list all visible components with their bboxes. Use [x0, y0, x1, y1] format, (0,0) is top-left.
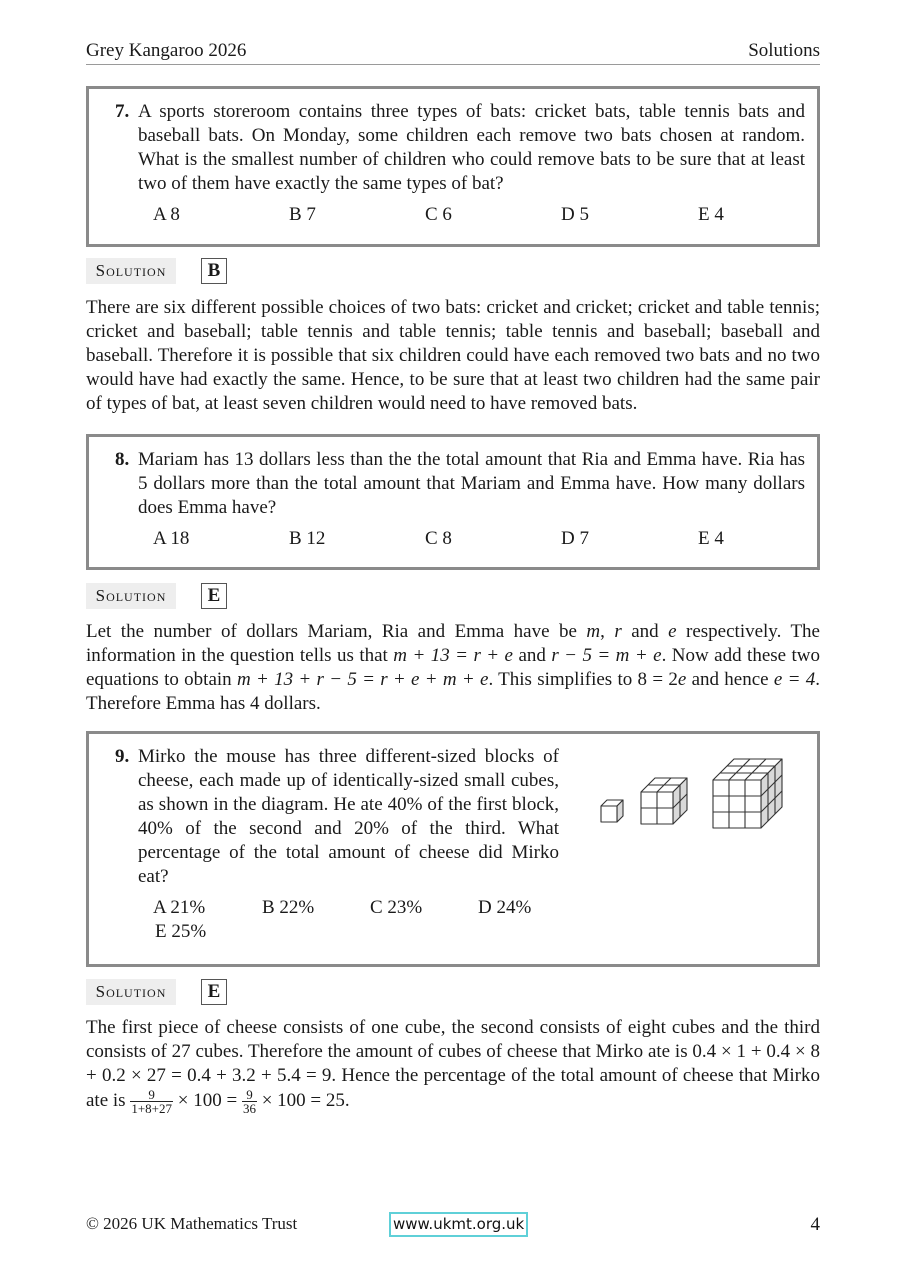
option-b: B 7: [289, 204, 316, 225]
page-number: 4: [810, 1214, 820, 1235]
text-run: and hence: [686, 669, 774, 690]
option-b: B 22%: [262, 897, 315, 918]
fraction-denominator: 36: [242, 1101, 256, 1116]
answer-options: [153, 528, 793, 552]
solution-label: Solution: [86, 979, 176, 1005]
question-7-text-block: [115, 100, 805, 196]
text-run: × 100 =: [173, 1089, 242, 1111]
solution-8-text: [86, 620, 820, 716]
fraction-numerator: 9: [242, 1088, 257, 1102]
page-header: [86, 40, 820, 65]
cheese-block-3: [713, 759, 782, 828]
fraction: [130, 1088, 173, 1115]
option-c: C 8: [425, 528, 452, 549]
fraction-denominator: 1+8+27: [131, 1101, 172, 1116]
answer-badge: B: [201, 258, 227, 284]
text-run: and: [621, 621, 669, 642]
question-9-text-block: [115, 745, 559, 889]
text-run: . This simplifies to 8 = 2: [488, 669, 678, 690]
option-c: C 23%: [370, 897, 423, 918]
text-run: . Now add these two equations to obtain: [86, 645, 821, 690]
math-equation: e = 4: [773, 669, 816, 690]
text-run: Let the number of dollars Mariam, Ria and Emma have be: [86, 621, 587, 642]
math-var: e: [677, 669, 687, 690]
fraction-numerator: 9: [130, 1088, 173, 1102]
math-var: r: [614, 621, 622, 642]
option-e: E 25%: [155, 921, 207, 942]
math-var: m: [586, 621, 601, 642]
question-9-box: [86, 731, 820, 967]
cheese-blocks-diagram: [595, 750, 807, 842]
question-number: 9.: [115, 746, 130, 767]
text-run: and: [513, 645, 552, 666]
math-equation: m + 13 + r − 5 = r + e + m + e: [236, 669, 489, 690]
option-e: E 4: [698, 528, 724, 549]
solution-label: Solution: [86, 258, 176, 284]
solution-7-text: There are six different possible choices of two bats: cricket and cricket; cricket and table tennis; cricket and baseball; table tennis and table tennis; table tennis and baseball; baseball and baseball. Therefore it is possible that six children could have each removed two bats and no two would have had exactly the same. Hence, to be sure that at least two children had the same pair of types of bat, at least seven children would need to have removed bats.: [86, 297, 820, 414]
copyright-text: © 2026 UK Mathematics Trust: [86, 1214, 298, 1233]
option-d: D 5: [561, 204, 589, 225]
fraction: [242, 1088, 257, 1115]
cheese-block-2: [641, 778, 687, 824]
text-run: The first piece of cheese consists of one cube, the second consists of eight cubes and the third consists of 27 cubes. Therefore the amount of cubes of cheese that Mirko ate is 0.4 × 1 + 0.4 × 8 + 0.2 × 27 = 0.4 + 3.2 + 5.4 = 9. Hence the percentage of the total amount of cheese that Mirko ate is: [86, 1017, 820, 1111]
header-section: Solutions: [748, 40, 820, 61]
question-7-box: [86, 86, 820, 247]
option-b: B 12: [289, 528, 326, 549]
answer-badge: E: [201, 583, 227, 609]
option-a: A 21%: [153, 897, 206, 918]
text-run: respectively. The information in the question tells us that: [86, 621, 820, 666]
website-link[interactable]: www.ukmt.org.uk: [389, 1212, 528, 1237]
math-equation: r − 5 = m + e: [551, 645, 662, 666]
question-text: A sports storeroom contains three types of bats: cricket bats, table tennis bats and baseball bats. On Monday, some children each remove two bats chosen at random. What is the smallest number of children who could remove bats to be sure that at least two of them have exactly the same types of bat?: [138, 101, 805, 194]
cheese-block-1: [601, 800, 623, 822]
option-a: A 18: [153, 528, 190, 549]
solution-label: Solution: [86, 583, 176, 609]
header-title: Grey Kangaroo 2026: [86, 40, 247, 61]
option-e: E 4: [698, 204, 724, 225]
text-run: × 100 = 25.: [256, 1089, 350, 1111]
question-text: Mariam has 13 dollars less than the the total amount that Ria and Emma have. Ria has 5 dollars more than the total amount that Mariam and Emma have. How many dollars does Emma have?: [138, 449, 805, 518]
option-a: A 8: [153, 204, 180, 225]
question-text: Mirko the mouse has three different-sized blocks of cheese, each made up of identically-sized small cubes, as shown in the diagram. He ate 40% of the first block, 40% of the second and 20% of the third. What percentage of the total amount of cheese did Mirko eat?: [138, 746, 559, 887]
math-equation: m + 13 = r + e: [393, 645, 513, 666]
solution-9-text: [86, 1016, 820, 1115]
text-run: ,: [600, 621, 615, 642]
page-footer: [86, 1212, 820, 1236]
option-d: D 24%: [478, 897, 532, 918]
option-c: C 6: [425, 204, 452, 225]
answer-options: [153, 897, 573, 942]
question-8-box: [86, 434, 820, 570]
answer-options: [153, 204, 793, 228]
question-number: 8.: [115, 449, 130, 470]
question-number: 7.: [115, 101, 130, 122]
answer-badge: E: [201, 979, 227, 1005]
option-d: D 7: [561, 528, 589, 549]
question-8-text-block: [115, 448, 805, 520]
text-run: . Therefore Emma has 4 dollars.: [86, 669, 820, 714]
math-var: e: [668, 621, 677, 642]
